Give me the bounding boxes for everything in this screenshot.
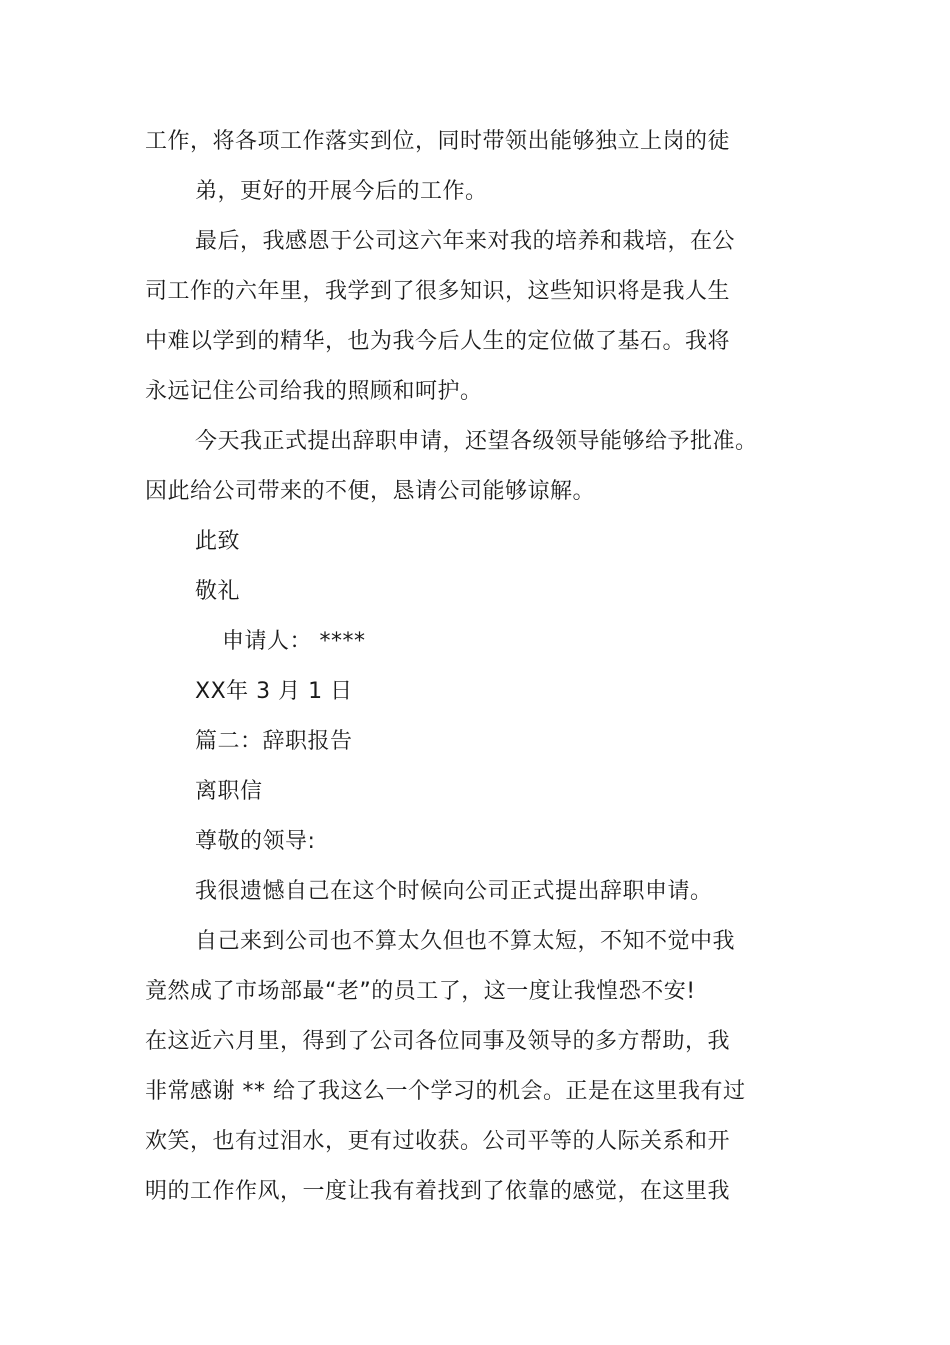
text-line: 永远记住公司给我的照顾和呵护。: [145, 379, 483, 404]
text-line: 弟，更好的开展今后的工作。: [195, 179, 488, 204]
text-line: 我很遗憾自己在这个时候向公司正式提出辞职申请。: [195, 879, 713, 904]
regards-line: 敬礼: [195, 579, 241, 604]
text-line: 因此给公司带来的不便，恳请公司能够谅解。: [145, 479, 596, 504]
text-line: 中难以学到的精华，也为我今后人生的定位做了基石。我将: [145, 329, 731, 354]
text-line: 欢笑，也有过泪水，更有过收获。公司平等的人际关系和开: [145, 1129, 731, 1154]
letter-title: 离职信: [195, 779, 263, 804]
text-line: 工作，将各项工作落实到位，同时带领出能够独立上岗的徒: [145, 129, 731, 154]
greeting-line: 尊敬的领导:: [195, 829, 316, 854]
text-line: 今天我正式提出辞职申请，还望各级领导能够给予批准。: [195, 429, 758, 454]
text-line: 最后，我感恩于公司这六年来对我的培养和栽培，在公: [195, 229, 736, 254]
salutation-closing: 此致: [195, 529, 241, 554]
text-line: 明的工作作风，一度让我有着找到了依靠的感觉，在这里我: [145, 1179, 731, 1204]
text-line: 非常感谢 ** 给了我这么一个学习的机会。正是在这里我有过: [145, 1079, 746, 1104]
applicant-line: 申请人： ****: [222, 629, 366, 654]
text-line: 司工作的六年里，我学到了很多知识，这些知识将是我人生: [145, 279, 731, 304]
text-line: 自己来到公司也不算太久但也不算太短，不知不觉中我: [195, 929, 736, 954]
date-line: XX年 3 月 1 日: [195, 679, 353, 704]
text-line: 在这近六月里，得到了公司各位同事及领导的多方帮助，我: [145, 1029, 731, 1054]
section-heading: 篇二：辞职报告: [195, 729, 353, 754]
text-line: 竟然成了市场部最“老”的员工了，这一度让我惶恐不安!: [145, 979, 696, 1004]
